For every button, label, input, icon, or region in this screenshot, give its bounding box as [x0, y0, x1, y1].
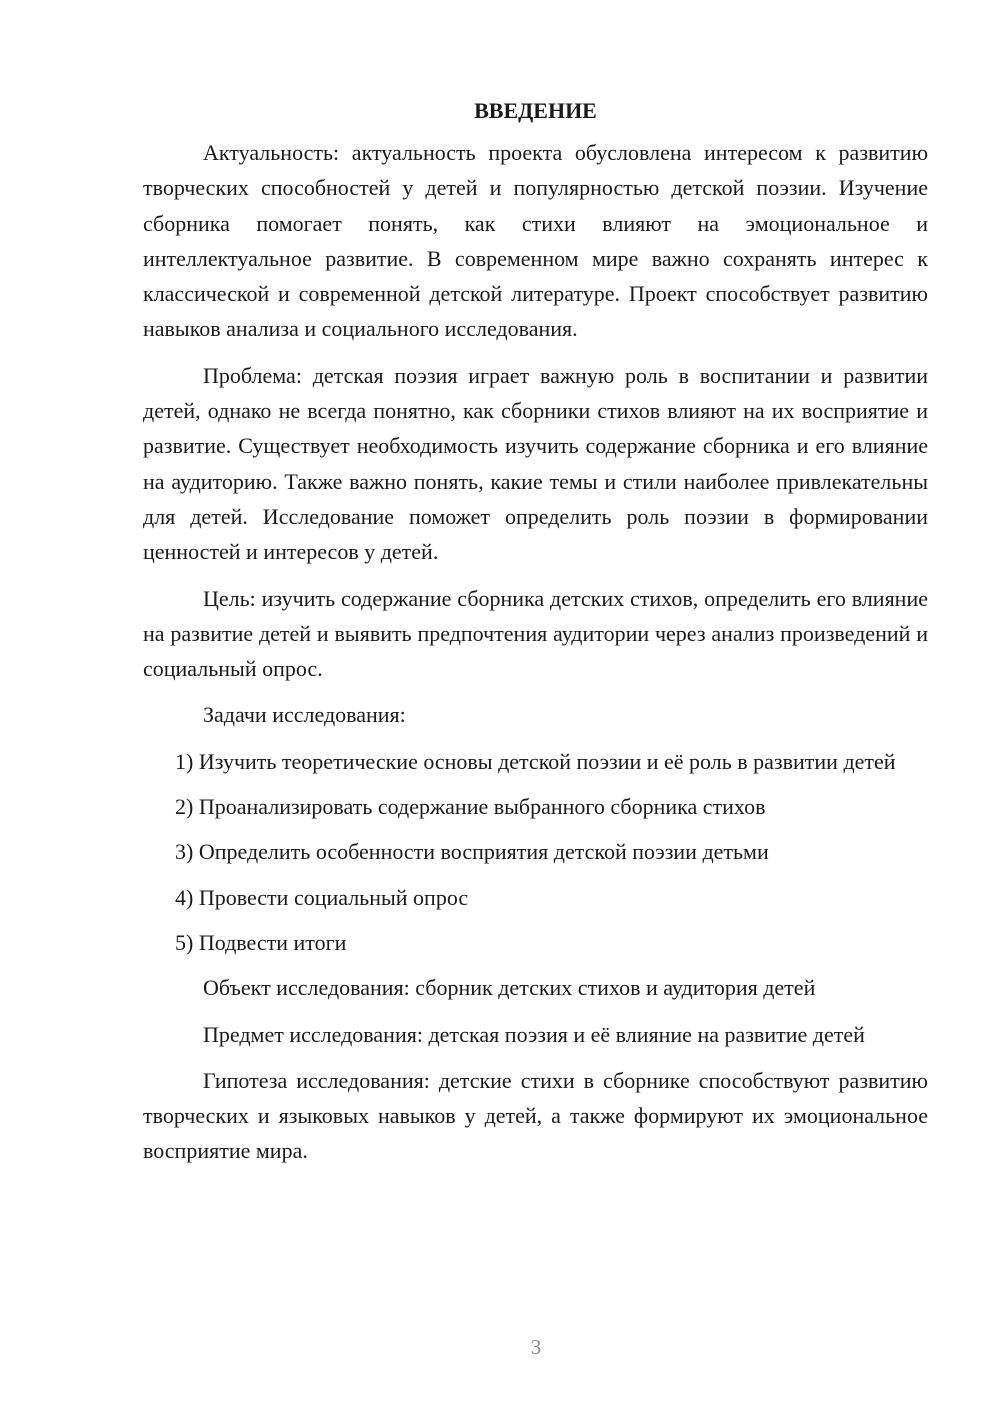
paragraph-problem: Проблема: детская поэзия играет важную роль в воспитании и развитии детей, однако не всегда понятно, как сборники стихов влияют на их восприятие и развитие. Существует необходимость изучить содержание сборника и его влияние на аудиторию. Также важно понять, какие темы и стили наиболее привлекательны для детей. Исследование поможет определить роль поэзии в формировании ценностей и интересов у детей.: [143, 362, 928, 565]
section-heading: ВВЕДЕНИЕ: [474, 98, 597, 123]
page-number: 3: [530, 1335, 542, 1359]
list-item: 5) Подвести итоги: [175, 929, 347, 955]
paragraph-relevance: Актуальность: актуальность проекта обусловлена интересом к развитию творческих способностей у детей и популярностью детской поэзии. Изучение сборника помогает понять, как стихи влияют на эмоциональное и интеллектуальное развитие. В современном мире важно сохранять интерес к классической и современной детской литературе. Проект способствует развитию навыков анализа и социального исследования.: [143, 140, 928, 342]
paragraph-goal: Цель: изучить содержание сборника детских стихов, определить его влияние на развитие детей и выявить предпочтения аудитории через анализ произведений и социальный опрос.: [143, 585, 928, 682]
page-content: [143, 97, 928, 1180]
paragraph-object: Объект исследования: сборник детских стихов и аудитория детей: [203, 975, 816, 1001]
paragraph-tasks-title: Задачи исследования:: [203, 702, 406, 728]
list-item: 1) Изучить теоретические основы детской поэзии и её роль в развитии детей: [175, 748, 896, 774]
tasks-list: [143, 744, 928, 960]
list-item: 2) Проанализировать содержание выбранного сборника стихов: [175, 794, 766, 820]
list-item: 4) Провести социальный опрос: [175, 884, 469, 910]
paragraph-hypothesis: Гипотеза исследования: детские стихи в сборнике способствуют развитию творческих и языковых навыков у детей, а также формируют их эмоциональное восприятие мира.: [143, 1067, 928, 1164]
list-item: 3) Определить особенности восприятия детской поэзии детьми: [175, 839, 769, 865]
paragraph-subject: Предмет исследования: детская поэзия и её влияние на развитие детей: [203, 1021, 865, 1047]
